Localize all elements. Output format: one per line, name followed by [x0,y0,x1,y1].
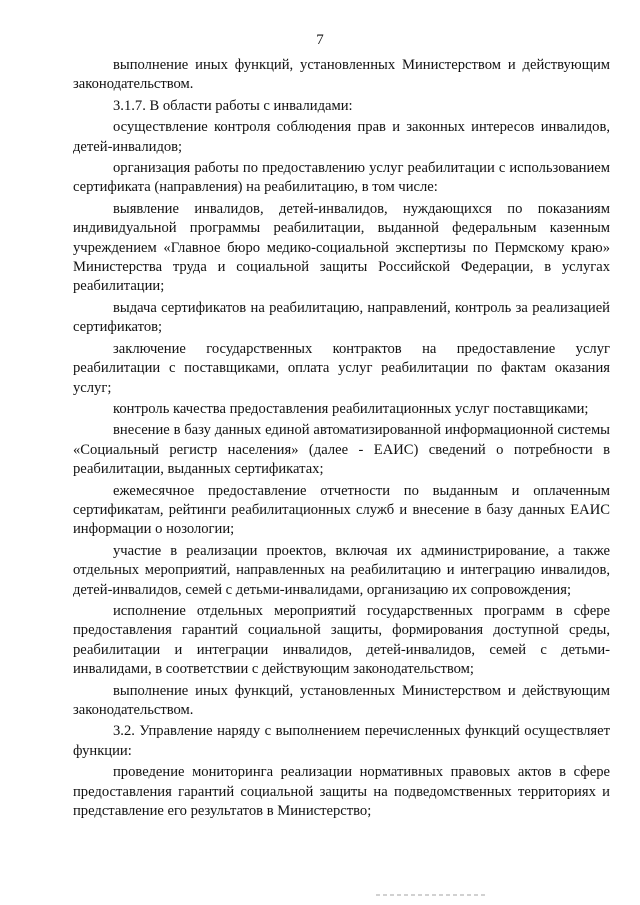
paragraph: участие в реализации проектов, включая их администрирование, а также отдельных мероприятий, направленных на реабилитацию и интеграцию инвалидов, детей-инвалидов, семей с детьми-инвалидами, организацию их сопровождения; [73,542,610,598]
paragraph: организация работы по предоставлению услуг реабилитации с использованием сертификата (направления) на реабилитацию, в том числе: [73,160,610,196]
paragraph: осуществление контроля соблюдения прав и законных интересов инвалидов, детей-инвалидов; [73,119,610,155]
paragraph: выдача сертификатов на реабилитацию, направлений, контроль за реализацией сертификатов; [73,299,610,336]
paragraph: заключение государственных контрактов на предоставление услуг реабилитации с поставщиками, оплата услуг реабилитации по фактам оказания услуг; [73,340,610,396]
scan-artifact-line [376,894,486,896]
paragraph: исполнение отдельных мероприятий государственных программ в сфере предоставления гарантий социальной защиты, формирования доступной среды, реабилитации и интеграции инвалидов, детей-инвалидов, семей с детьми-инвалидами, в соответствии с действующим законодательством; [73,602,610,678]
paragraph: ежемесячное предоставление отчетности по выданным и оплаченным сертификатам, рейтинги реабилитационных служб и внесение в базу данных ЕАИС информации о нозологии; [73,482,610,538]
section-heading: 3.1.7. В области работы с инвалидами: [113,97,353,114]
paragraph: проведение мониторинга реализации нормативных правовых актов в сфере предоставления гарантий социальной защиты на подведомственных территориях и представление его результатов в Министерство; [73,764,610,820]
paragraph: выполнение иных функций, установленных Министерством и действующим законодательством. [73,57,610,93]
section-heading: 3.2. Управление наряду с выполнением перечисленных функций осуществляет функции: [73,723,610,759]
paragraph: внесение в базу данных единой автоматизированной информационной системы «Социальный регистр населения» (далее - ЕАИС) сведений о потребности в реабилитации, выданных сертификатах; [73,422,610,478]
paragraph: выполнение иных функций, установленных Министерством и действующим законодательством. [73,682,610,718]
page-number: 7 [316,32,324,48]
document-body [73,56,610,823]
paragraph: выявление инвалидов, детей-инвалидов, нуждающихся по показаниям индивидуальной программы реабилитации, выданной федеральным казенным учреждением «Главное бюро медико-социальной экспертизы по Пермскому краю» Министерства труда и социальной защиты Российской Федерации, в услугах реабилитации; [73,200,610,295]
paragraph: контроль качества предоставления реабилитационных услуг поставщиками; [113,400,589,417]
